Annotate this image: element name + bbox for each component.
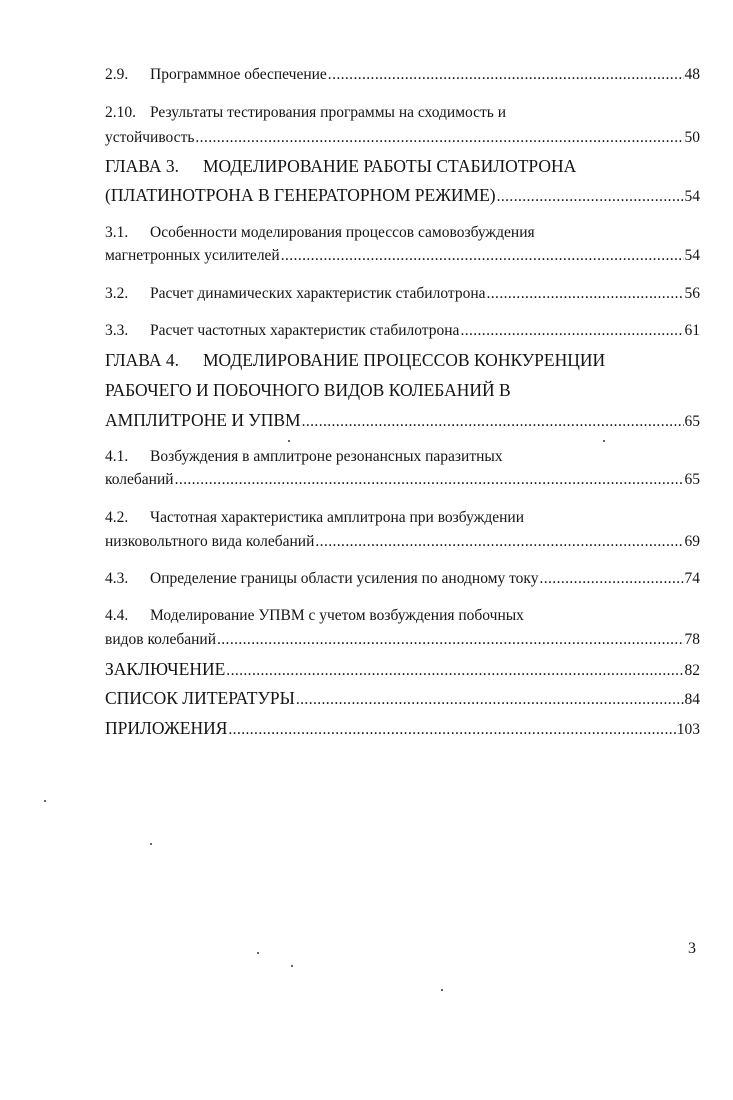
scan-speck xyxy=(291,965,293,967)
chapter-title-cont: РАБОЧЕГО И ПОБОЧНОГО ВИДОВ КОЛЕБАНИЙ В xyxy=(105,380,511,400)
toc-title: ПРИЛОЖЕНИЯ xyxy=(105,718,228,738)
toc-appendices xyxy=(105,718,700,739)
toc-title: Частотная характеристика амплитрона при возбуждении xyxy=(150,509,525,526)
toc-page: 61 xyxy=(684,322,700,339)
scan-speck xyxy=(257,952,259,954)
toc-entry-4-3 xyxy=(105,570,700,588)
dot-leader xyxy=(487,285,684,303)
toc-title: СПИСОК ЛИТЕРАТУРЫ xyxy=(105,688,295,708)
toc-title: Возбуждения в амплитроне резонансных паразитных xyxy=(150,448,503,465)
scan-speck xyxy=(44,800,46,802)
toc-chapter-3 xyxy=(105,156,576,177)
toc-title: Программное обеспечение xyxy=(150,66,327,83)
chapter-label: ГЛАВА 3. xyxy=(105,156,180,176)
chapter-title-cont: (ПЛАТИНОТРОНА В ГЕНЕРАТОРНОМ РЕЖИМЕ) xyxy=(105,185,496,205)
dot-leader xyxy=(226,662,683,680)
toc-entry-2-10 xyxy=(105,104,506,122)
toc-page: 50 xyxy=(684,129,700,146)
page-number: 3 xyxy=(688,940,696,957)
toc-number: 3.1. xyxy=(105,224,129,241)
toc-entry-3-3 xyxy=(105,322,700,340)
toc-chapter-4 xyxy=(105,350,605,371)
chapter-title: МОДЕЛИРОВАНИЕ РАБОТЫ СТАБИЛОТРОНА xyxy=(203,156,577,176)
toc-page: 103 xyxy=(676,721,700,738)
toc-chapter-4-cont xyxy=(105,410,700,431)
toc-page: 78 xyxy=(684,631,700,648)
toc-entry-2-9 xyxy=(105,66,700,84)
dot-leader xyxy=(296,691,684,709)
toc-title: ЗАКЛЮЧЕНИЕ xyxy=(105,659,226,679)
dot-leader xyxy=(195,129,683,147)
dot-leader xyxy=(328,66,684,84)
dot-leader xyxy=(539,570,683,588)
toc-number: 3.2. xyxy=(105,285,129,302)
dot-leader xyxy=(217,631,684,649)
toc-page: 74 xyxy=(684,570,700,587)
toc-entry-4-4 xyxy=(105,607,524,625)
chapter-label: ГЛАВА 4. xyxy=(105,350,180,370)
scan-speck xyxy=(441,989,443,991)
dot-leader xyxy=(228,721,675,739)
toc-entry-3-2 xyxy=(105,285,700,303)
toc-title: Расчет динамических характеристик стабилотрона xyxy=(150,285,486,302)
toc-page: 69 xyxy=(684,533,700,550)
toc-title-cont: магнетронных усилителей xyxy=(105,247,280,264)
toc-chapter-3-cont xyxy=(105,185,700,206)
toc-title: Моделирование УПВМ с учетом возбуждения побочных xyxy=(150,607,524,624)
scan-speck xyxy=(150,843,152,845)
toc-title: Особенности моделирования процессов самовозбуждения xyxy=(150,224,535,241)
dot-leader xyxy=(497,188,684,206)
toc-title-cont: видов колебаний xyxy=(105,631,216,648)
toc-chapter-4-line2 xyxy=(105,380,511,401)
toc-entry-4-1 xyxy=(105,448,503,466)
toc-page: 48 xyxy=(684,66,700,83)
toc-number: 4.4. xyxy=(105,607,129,624)
chapter-title-cont: АМПЛИТРОНЕ И УПВМ xyxy=(105,410,301,430)
toc-number: 4.1. xyxy=(105,448,129,465)
dot-leader xyxy=(175,471,684,489)
scan-speck xyxy=(603,440,605,442)
toc-references xyxy=(105,688,700,709)
toc-page: 65 xyxy=(684,471,700,488)
toc-entry-2-10-cont xyxy=(105,129,700,147)
toc-number: 2.9. xyxy=(105,66,129,83)
toc-entry-4-2-cont xyxy=(105,533,700,551)
toc-conclusion xyxy=(105,659,700,680)
toc-title: Расчет частотных характеристик стабилотрона xyxy=(150,322,460,339)
toc-number: 4.2. xyxy=(105,509,129,526)
toc-number: 2.10. xyxy=(105,104,136,121)
dot-leader xyxy=(315,533,683,551)
toc-page: 82 xyxy=(684,662,700,679)
dot-leader xyxy=(302,413,684,431)
toc-entry-3-1 xyxy=(105,224,535,242)
scan-speck xyxy=(288,440,290,442)
chapter-title: МОДЕЛИРОВАНИЕ ПРОЦЕССОВ КОНКУРЕНЦИИ xyxy=(203,350,606,370)
toc-page: 54 xyxy=(684,188,700,205)
toc-title-cont: колебаний xyxy=(105,471,174,488)
toc-number: 4.3. xyxy=(105,570,129,587)
toc-entry-4-1-cont xyxy=(105,471,700,489)
toc-number: 3.3. xyxy=(105,322,129,339)
dot-leader xyxy=(460,322,683,340)
toc-title: Результаты тестирования программы на сходимость и xyxy=(150,104,507,121)
toc-entry-4-4-cont xyxy=(105,631,700,649)
toc-page: 84 xyxy=(684,691,700,708)
toc-page: 56 xyxy=(684,285,700,302)
toc-title: Определение границы области усиления по анодному току xyxy=(150,570,539,587)
dot-leader xyxy=(281,247,684,265)
toc-page: 54 xyxy=(684,247,700,264)
toc-entry-4-2 xyxy=(105,509,524,527)
toc-page: 65 xyxy=(684,413,700,430)
toc-title-cont: устойчивость xyxy=(105,129,195,146)
toc-entry-3-1-cont xyxy=(105,247,700,265)
toc-title-cont: низковольтного вида колебаний xyxy=(105,533,315,550)
